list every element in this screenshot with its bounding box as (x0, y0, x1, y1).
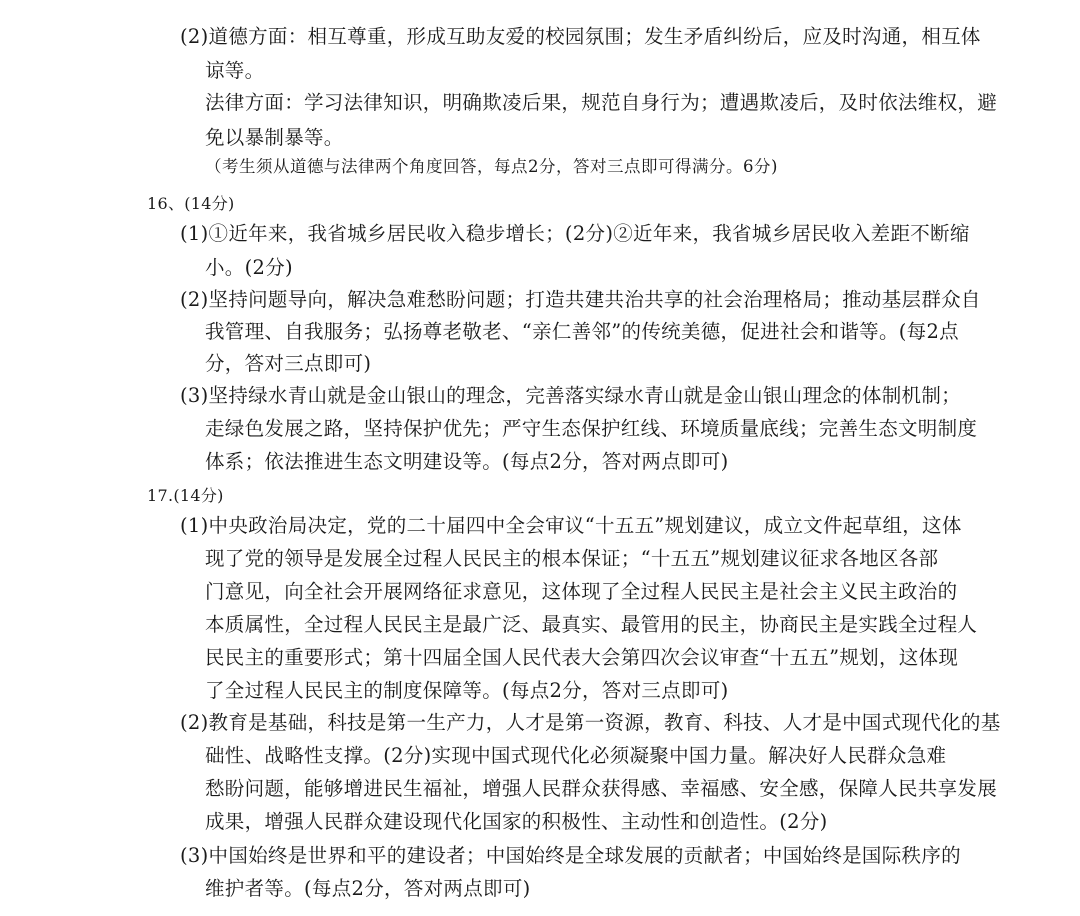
q15-part2-line1: (2)道德方面：相互尊重，形成互助友爱的校园氛围；发生矛盾纠纷后，应及时沟通，相互体 (180, 25, 981, 48)
q17-part1-line5: 民民主的重要形式；第十四届全国人民代表大会第四次会议审查“十五五”规划，这体现 (205, 646, 959, 669)
q16-part3-line2: 走绿色发展之路，坚持保护优先；严守生态保护红线、环境质量底线；完善生态文明制度 (205, 417, 978, 440)
q17-part3-line1: (3)中国始终是世界和平的建设者；中国始终是全球发展的贡献者；中国始终是国际秩序的 (180, 844, 961, 867)
q16-part3-line3: 体系；依法推进生态文明建设等。(每点2分，答对两点即可) (205, 450, 729, 473)
q17-heading: 17.(14分) (147, 486, 224, 505)
q16-part2-line1: (2)坚持问题导向，解决急难愁盼问题；打造共建共治共享的社会治理格局；推动基层群众自 (180, 288, 981, 311)
q16-part1-line2: 小。(2分) (205, 256, 293, 279)
q17-part1-line1: (1)中央政治局决定，党的二十届四中全会审议“十五五”规划建议，成立文件起草组，这体 (180, 514, 962, 537)
q17-part1-line2: 现了党的领导是发展全过程人民民主的根本保证；“十五五”规划建议征求各地区各部 (205, 547, 939, 570)
q15-scoring-note: （考生须从道德与法律两个角度回答，每点2分，答对三点即可得满分。6分) (205, 157, 778, 176)
q17-part2-line1: (2)教育是基础，科技是第一生产力，人才是第一资源，教育、科技、人才是中国式现代化的基 (180, 711, 1001, 734)
q17-part3-line2: 维护者等。(每点2分，答对两点即可) (205, 877, 531, 900)
q17-part1-line6: 了全过程人民民主的制度保障等。(每点2分，答对三点即可) (205, 679, 729, 702)
q17-part2-line4: 成果，增强人民群众建设现代化国家的积极性、主动性和创造性。(2分) (205, 810, 828, 833)
q15-part2-line3: 法律方面：学习法律知识，明确欺凌后果，规范自身行为；遭遇欺凌后，及时依法维权，避 (205, 91, 998, 114)
q17-part2-line2: 础性、战略性支撑。(2分)实现中国式现代化必须凝聚中国力量。解决好人民群众急难 (205, 744, 947, 767)
q17-part1-line3: 门意见，向全社会开展网络征求意见，这体现了全过程人民民主是社会主义民主政治的 (205, 580, 958, 603)
q16-heading: 16、(14分) (147, 194, 235, 213)
q16-part2-line3: 分，答对三点即可) (205, 352, 372, 375)
q16-part2-line2: 我管理、自我服务；弘扬尊老敬老、“亲仁善邻”的传统美德，促进社会和谐等。(每2点 (205, 320, 959, 343)
q16-part1-line1: (1)①近年来，我省城乡居民收入稳步增长；(2分)②近年来，我省城乡居民收入差距不断缩 (180, 222, 970, 245)
q16-part3-line1: (3)坚持绿水青山就是金山银山的理念，完善落实绿水青山就是金山银山理念的体制机制； (180, 384, 961, 407)
q17-part1-line4: 本质属性，全过程人民民主是最广泛、最真实、最管用的民主，协商民主是实践全过程人 (205, 613, 978, 636)
q15-part2-line4: 免以暴制暴等。 (205, 126, 344, 149)
q17-part2-line3: 愁盼问题，能够增进民生福祉，增强人民群众获得感、幸福感、安全感，保障人民共享发展 (205, 777, 998, 800)
q15-part2-line2: 谅等。 (205, 59, 265, 82)
